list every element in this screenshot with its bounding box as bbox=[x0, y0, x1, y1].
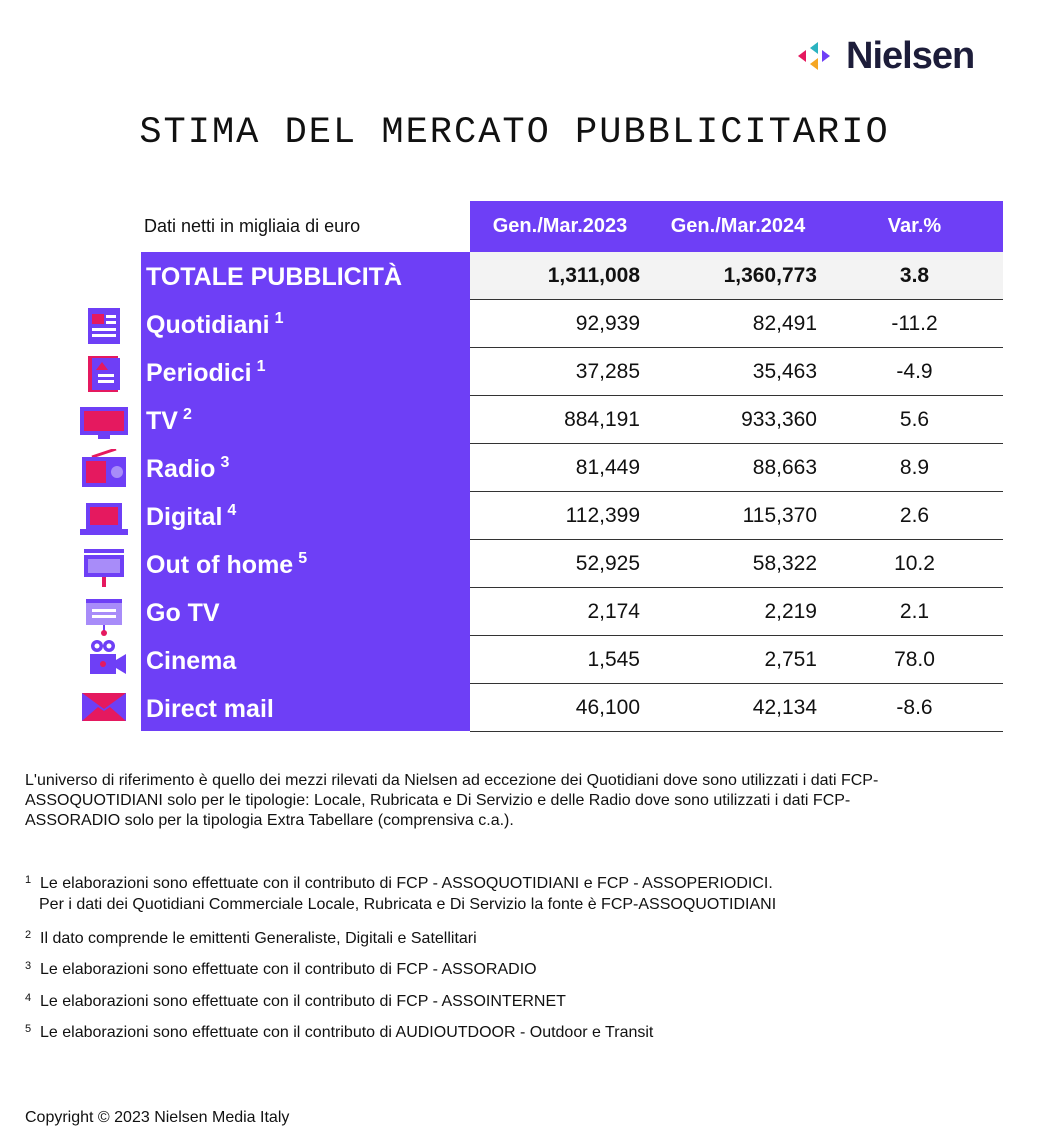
footnote-text: Le elaborazioni sono effettuate con il contributo di FCP - ASSOQUOTIDIANI e FCP - ASSOPERIODICI. bbox=[40, 875, 773, 892]
nielsen-logo-mark-icon bbox=[796, 39, 842, 73]
value-2024-cell: 58,322 bbox=[752, 552, 817, 575]
row-label bbox=[146, 588, 220, 636]
row-label-text: Quotidiani bbox=[146, 311, 270, 339]
row-label bbox=[146, 396, 192, 444]
table-row bbox=[470, 444, 1003, 492]
footnote-mark: 5 bbox=[25, 1023, 32, 1035]
value-2024-cell: 88,663 bbox=[752, 456, 817, 479]
universe-note-line: L'universo di riferimento è quello dei mezzi rilevati da Nielsen ad eccezione dei Quotidiani dove sono utilizzati i dati FCP- bbox=[25, 772, 879, 789]
value-2024-cell: 82,491 bbox=[752, 312, 817, 335]
value-2023-cell: 2,174 bbox=[587, 600, 640, 623]
value-2023-cell: 1,311,008 bbox=[547, 264, 640, 287]
footnote-ref: 1 bbox=[274, 310, 284, 327]
value-2023-cell: 81,449 bbox=[575, 456, 640, 479]
footnote-text: Il dato comprende le emittenti Generaliste, Digitali e Satellitari bbox=[40, 930, 477, 947]
variation-cell: 2.1 bbox=[899, 600, 930, 623]
row-label bbox=[146, 348, 266, 396]
screen-stand-icon bbox=[78, 597, 130, 637]
laptop-icon bbox=[78, 499, 130, 539]
universe-note-line: ASSOQUOTIDIANI solo per le tipologie: Locale, Rubricata e Di Servizio e delle Radio dove sono utilizzati i dati FCP- bbox=[25, 792, 851, 809]
value-2023-cell: 112,399 bbox=[565, 504, 640, 527]
universe-note-line: ASSORADIO solo per la tipologia Extra Tabellare (comprensiva c.a.). bbox=[25, 812, 514, 829]
row-label bbox=[146, 492, 236, 540]
tv-icon bbox=[78, 403, 130, 443]
total-row bbox=[470, 252, 1003, 300]
value-2024-cell: 2,751 bbox=[764, 648, 817, 671]
row-label-text: TOTALE PUBBLICITÀ bbox=[146, 263, 403, 291]
magazine-icon bbox=[78, 354, 130, 394]
table-caption: Dati netti in migliaia di euro bbox=[144, 216, 361, 236]
footnote-mark: 2 bbox=[25, 929, 32, 941]
envelope-icon bbox=[78, 689, 130, 729]
value-2024-cell: 35,463 bbox=[752, 360, 817, 383]
value-2023-cell: 37,285 bbox=[575, 360, 640, 383]
row-label-text: Digital bbox=[146, 503, 223, 531]
footnote-ref: 3 bbox=[220, 454, 230, 471]
table-row bbox=[470, 300, 1003, 348]
variation-cell: -4.9 bbox=[896, 360, 933, 383]
variation-cell: -8.6 bbox=[896, 696, 933, 719]
nielsen-wordmark: Nielsen bbox=[846, 34, 975, 77]
universe-note bbox=[25, 771, 1035, 831]
header-var-percent: Var.% bbox=[887, 215, 942, 237]
value-2023-cell: 46,100 bbox=[575, 696, 640, 719]
row-label-text: Periodici bbox=[146, 359, 252, 387]
row-label-text: TV bbox=[146, 407, 178, 435]
footnote-mark: 4 bbox=[25, 992, 32, 1004]
header-gen-mar-2023: Gen./Mar.2023 bbox=[492, 215, 628, 237]
variation-cell: 5.6 bbox=[899, 408, 930, 431]
variation-cell: 78.0 bbox=[894, 648, 935, 671]
row-label-text: Direct mail bbox=[146, 695, 274, 723]
variation-cell: -11.2 bbox=[891, 312, 938, 335]
value-2023-cell: 52,925 bbox=[575, 552, 640, 575]
footnote-4 bbox=[25, 991, 566, 1012]
row-label-text: Cinema bbox=[146, 647, 237, 675]
table-row bbox=[470, 396, 1003, 444]
footnote-ref: 2 bbox=[182, 406, 192, 423]
footnote-text: Le elaborazioni sono effettuate con il contributo di AUDIOUTDOOR - Outdoor e Transit bbox=[40, 1024, 654, 1041]
row-label bbox=[146, 684, 274, 732]
value-2023-cell: 92,939 bbox=[575, 312, 640, 335]
header-gen-mar-2024: Gen./Mar.2024 bbox=[670, 215, 806, 237]
footnote-1 bbox=[25, 873, 776, 915]
nielsen-logo bbox=[796, 36, 974, 76]
page-title: STIMA DEL MERCATO PUBBLICITARIO bbox=[139, 112, 890, 154]
table-row bbox=[470, 636, 1003, 684]
value-2024-cell: 933,360 bbox=[741, 408, 817, 431]
table-row bbox=[470, 348, 1003, 396]
value-2023-cell: 1,545 bbox=[587, 648, 640, 671]
footnote-5 bbox=[25, 1022, 653, 1043]
row-label-text: Go TV bbox=[146, 599, 220, 627]
newspaper-icon bbox=[78, 306, 130, 346]
footnote-ref: 1 bbox=[256, 358, 266, 375]
footnote-ref: 5 bbox=[298, 550, 308, 567]
footnote-text: Le elaborazioni sono effettuate con il contributo di FCP - ASSOINTERNET bbox=[40, 993, 566, 1010]
row-label bbox=[146, 636, 236, 684]
value-2024-cell: 1,360,773 bbox=[723, 264, 817, 287]
radio-icon bbox=[78, 449, 130, 489]
row-label-text: Radio bbox=[146, 455, 216, 483]
billboard-icon bbox=[78, 547, 130, 587]
table-row bbox=[470, 540, 1003, 588]
value-2024-cell: 2,219 bbox=[764, 600, 817, 623]
table-row bbox=[470, 588, 1003, 636]
footnote-2 bbox=[25, 928, 477, 949]
row-label bbox=[146, 444, 229, 492]
variation-cell: 3.8 bbox=[899, 264, 930, 287]
footnote-ref: 4 bbox=[227, 502, 237, 519]
movie-camera-icon bbox=[78, 638, 130, 678]
footnote-text: Per i dati dei Quotidiani Commerciale Locale, Rubricata e Di Servizio la fonte è FCP-ASSOQUOTIDIANI bbox=[39, 896, 777, 913]
footnote-3 bbox=[25, 959, 537, 980]
value-2024-cell: 115,370 bbox=[742, 504, 817, 527]
row-label-text: Out of home bbox=[146, 551, 294, 579]
variation-cell: 10.2 bbox=[894, 552, 935, 575]
footnote-text: Le elaborazioni sono effettuate con il contributo di FCP - ASSORADIO bbox=[40, 961, 537, 978]
variation-cell: 8.9 bbox=[899, 456, 930, 479]
value-2023-cell: 884,191 bbox=[564, 408, 640, 431]
row-label bbox=[146, 300, 284, 348]
footnote-mark: 3 bbox=[25, 960, 32, 972]
table-row bbox=[470, 492, 1003, 540]
row-label bbox=[146, 540, 307, 588]
total-label bbox=[146, 252, 402, 300]
copyright-notice: Copyright © 2023 Nielsen Media Italy bbox=[25, 1109, 290, 1126]
value-2024-cell: 42,134 bbox=[752, 696, 817, 719]
table-row bbox=[470, 684, 1003, 732]
variation-cell: 2.6 bbox=[899, 504, 930, 527]
footnote-mark: 1 bbox=[25, 874, 32, 886]
